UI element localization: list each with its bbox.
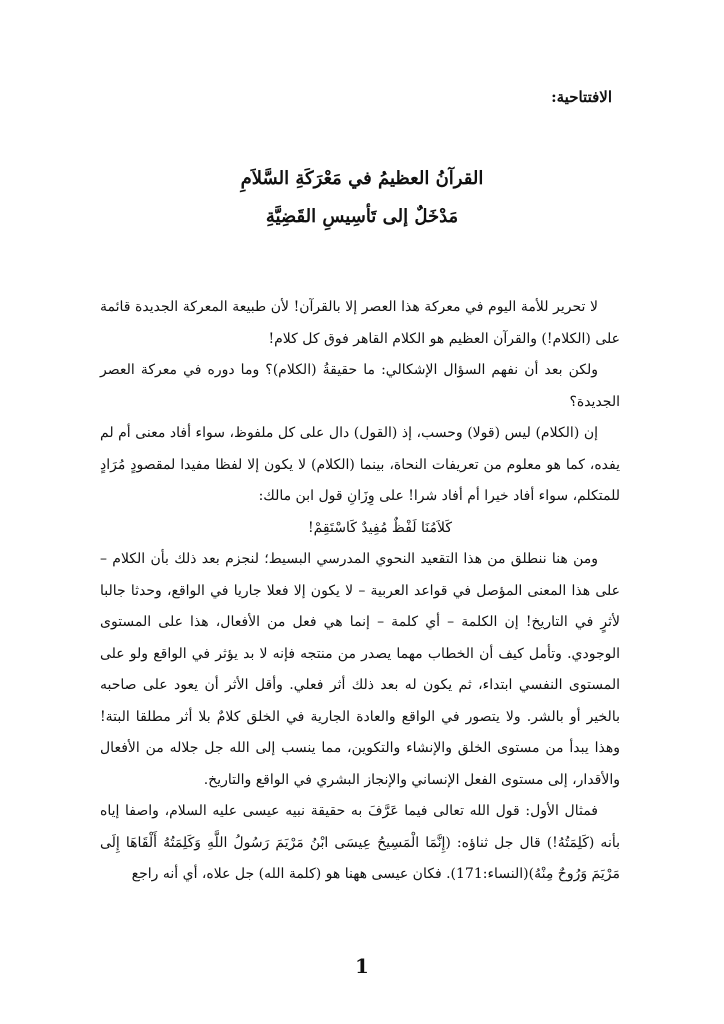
paragraph: ومن هنا ننطلق من هذا التقعيد النحوي المدرسي البسيط؛ لنجزم بعد ذلك بأن الكلام – على هذا المعنى المؤصل في قواعد العربية – لا يكون إلا فعلا جاريا في الواقع، وحدثا جالبا لأثرٍ في التاريخ! إن الكلمة – أي كلمة – إنما هي فعل من الأفعال، هذا على المستوى الوجودي. وتأمل كيف أن الخطاب مهما يصدر من منتجه فإنه لا بد يؤثر في الواقع ولو على المستوى النفسي ابتداء، ثم يكون له بعد ذلك أثر فعلي. وأقل الأثر أن يعود على صاحبه بالخير أو بالشر. ولا يتصور في الواقع والعادة الجارية في الخلق كلامٌ بلا أثر مطلقا البتة! وهذا يبدأ من مستوى الخلق والإنشاء والتكوين، مما ينسب إلى الله جل جلاله من الأفعال والأقدار، إلى مستوى الفعل الإنساني والإنجاز البشري في الواقع والتاريخ. <box>100 551 620 788</box>
verse-quote: كَلاَمُنَا لَفْظٌ مُفِيدٌ كَاسْتَقِمْ! <box>307 519 453 536</box>
title-block <box>0 160 724 236</box>
page-number: 1 <box>355 954 369 978</box>
paragraph: ولكن بعد أن نفهم السؤال الإشكالي: ما حقيقةُ (الكلام)؟ وما دوره في معركة العصر الجديدة؟ <box>100 362 620 410</box>
main-title: القرآنُ العظيمُ في مَعْرَكَةِ السَّلاَمِ <box>240 168 484 189</box>
paragraph: إن (الكلام) ليس (قولا) وحسب، إذ (القول) دال على كل ملفوظ، سواء أفاد معنى أم لم يفده، كما هو معلوم من تعريفات النحاة، بينما (الكلام) لا يكون إلا لفظا مفيدا لمقصودٍ مُرَادٍ للمتكلم، سواء أفاد خيرا أم أفاد شرا! على وِزَانِ قول ابن مالك: <box>100 425 620 504</box>
section-label: الافتتاحية: <box>551 88 612 106</box>
paragraph: لا تحرير للأمة اليوم في معركة هذا العصر إلا بالقرآن! لأن طبيعة المعركة الجديدة قائمة على (الكلام!) والقرآن العظيم هو الكلام القاهر فوق كل كلام! <box>100 299 620 347</box>
paragraph: فمثال الأول: قول الله تعالى فيما عَرَّفَ به حقيقة نبيه عيسى عليه السلام، واصفا إياه بأنه (كَلِمَتُهُ!) قال جل ثناؤه: (إِنَّمَا الْمَسِيحُ عِيسَى ابْنُ مَرْيَمَ رَسُولُ اللَّهِ وَكَلِمَتُهُ أَلْقَاهَا إِلَى مَرْيَمَ وَرُوحٌ مِنْهُ)(النساء:171). فكان عيسى ههنا هو (كلمة الله) جل علاه، أي أنه راجع <box>100 803 620 882</box>
sub-title: مَدْخَلٌ إلى تَأسِيسِ القَضِيَّةِ <box>265 206 459 227</box>
body-text <box>100 292 620 891</box>
